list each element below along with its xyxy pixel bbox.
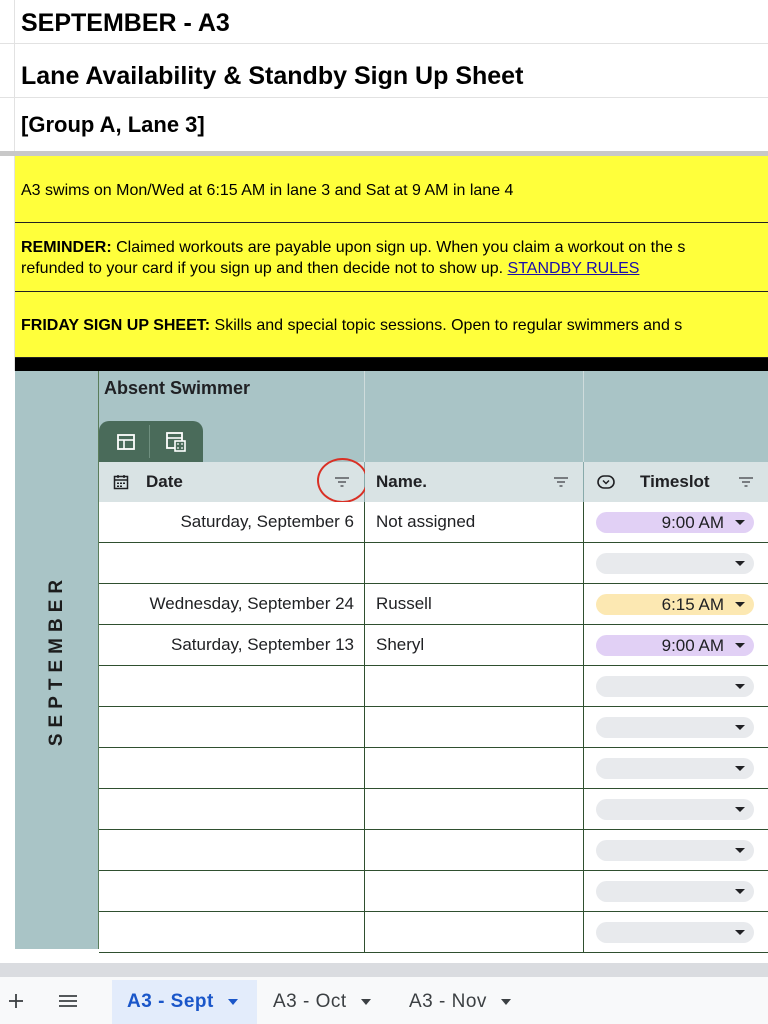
reminder-cell[interactable] xyxy=(15,223,768,292)
dropdown-arrow-icon[interactable] xyxy=(735,725,745,730)
section-divider xyxy=(15,358,768,371)
sheet-tab-label: A3 - Nov xyxy=(409,991,487,1012)
filter-icon[interactable] xyxy=(738,474,754,490)
timeslot-dropdown[interactable] xyxy=(596,676,754,697)
reminder-line-2 xyxy=(21,260,639,278)
chevron-down-icon[interactable] xyxy=(501,999,511,1005)
reminder-text-2: refunded to your card if you sign up and then decide not to show up. xyxy=(21,260,508,277)
sheet-tab-nov[interactable] xyxy=(394,980,529,1024)
sheet-subtitle: Lane Availability & Standby Sign Up Sheet xyxy=(21,62,524,90)
timeslot-cell[interactable] xyxy=(584,912,768,952)
sheet-tab-oct[interactable] xyxy=(258,980,393,1024)
date-cell[interactable] xyxy=(99,666,365,706)
column-header-label: Date xyxy=(146,472,183,491)
name-cell[interactable] xyxy=(365,830,584,870)
table-row[interactable] xyxy=(99,543,768,584)
schedule-text: A3 swims on Mon/Wed at 6:15 AM in lane 3 and Sat at 9 AM in lane 4 xyxy=(21,182,514,199)
schedule-cell[interactable] xyxy=(15,156,768,223)
dropdown-arrow-icon[interactable] xyxy=(735,520,745,525)
reminder-label: REMINDER: xyxy=(21,239,112,256)
column-header-timeslot[interactable] xyxy=(584,462,768,502)
timeslot-cell[interactable] xyxy=(584,830,768,870)
sheet-title: SEPTEMBER - A3 xyxy=(21,9,230,37)
dropdown-arrow-icon[interactable] xyxy=(735,643,745,648)
name-cell[interactable] xyxy=(365,707,584,747)
dropdown-arrow-icon[interactable] xyxy=(735,602,745,607)
friday-text: Skills and special topic sessions. Open to regular swimmers and s xyxy=(210,317,683,334)
timeslot-dropdown[interactable] xyxy=(596,881,754,902)
horizontal-scrollbar[interactable] xyxy=(0,963,768,977)
timeslot-cell[interactable] xyxy=(584,707,768,747)
timeslot-dropdown[interactable] xyxy=(596,594,754,615)
name-cell[interactable] xyxy=(365,543,584,583)
table-row[interactable] xyxy=(99,502,768,543)
plus-glyph xyxy=(8,993,24,1009)
timeslot-dropdown[interactable] xyxy=(596,799,754,820)
date-cell[interactable] xyxy=(99,748,365,788)
chevron-down-icon[interactable] xyxy=(361,999,371,1005)
chevron-down-icon[interactable] xyxy=(228,999,238,1005)
table-row[interactable] xyxy=(99,707,768,748)
column-separator xyxy=(364,371,365,462)
dropdown-arrow-icon[interactable] xyxy=(735,561,745,566)
form-view-icon[interactable] xyxy=(151,421,201,462)
standby-rules-link[interactable]: STANDBY RULES xyxy=(507,260,640,277)
menu-glyph xyxy=(58,994,78,1008)
reminder-text: Claimed workouts are payable upon sign up. When you claim a workout on the s xyxy=(111,239,686,256)
row-gutter xyxy=(0,0,15,43)
dropdown-chip-icon xyxy=(597,475,615,489)
timeslot-dropdown[interactable] xyxy=(596,758,754,779)
date-cell[interactable]: Saturday, September 13 xyxy=(99,625,365,665)
row-gutter xyxy=(0,98,15,151)
dropdown-arrow-icon[interactable] xyxy=(735,766,745,771)
timeslot-cell[interactable] xyxy=(584,789,768,829)
table-row[interactable] xyxy=(99,584,768,625)
table-row[interactable] xyxy=(99,912,768,953)
timeslot-value: 6:15 AM xyxy=(661,594,724,614)
table-row[interactable] xyxy=(99,666,768,707)
date-cell[interactable] xyxy=(99,912,365,952)
timeslot-value: 9:00 AM xyxy=(661,512,724,532)
timeslot-dropdown[interactable] xyxy=(596,553,754,574)
table-view-icon-glyph xyxy=(116,432,136,452)
timeslot-value: 9:00 AM xyxy=(661,635,724,655)
sheet-tab-sept[interactable] xyxy=(112,980,257,1024)
view-divider xyxy=(149,425,150,458)
date-cell[interactable] xyxy=(99,830,365,870)
column-header-label: Name. xyxy=(376,472,428,491)
date-cell[interactable] xyxy=(99,789,365,829)
timeslot-cell[interactable] xyxy=(584,543,768,583)
add-sheet-icon[interactable] xyxy=(6,991,26,1011)
timeslot-cell[interactable] xyxy=(584,666,768,706)
dropdown-arrow-icon[interactable] xyxy=(735,930,745,935)
timeslot-cell[interactable] xyxy=(584,871,768,911)
friday-line xyxy=(21,317,682,335)
date-cell[interactable] xyxy=(99,871,365,911)
dropdown-arrow-icon[interactable] xyxy=(735,889,745,894)
timeslot-dropdown[interactable] xyxy=(596,840,754,861)
date-cell[interactable]: Saturday, September 6 xyxy=(99,502,365,542)
table-row[interactable] xyxy=(99,789,768,830)
reminder-line-1 xyxy=(21,239,685,257)
table-title: Absent Swimmer xyxy=(104,378,251,398)
name-cell[interactable]: Not assigned xyxy=(365,502,584,542)
dropdown-arrow-icon[interactable] xyxy=(735,684,745,689)
filter-icon[interactable] xyxy=(553,474,569,490)
table-row[interactable] xyxy=(99,830,768,871)
timeslot-cell[interactable] xyxy=(584,625,768,665)
table-row[interactable] xyxy=(99,871,768,912)
all-sheets-icon[interactable] xyxy=(57,991,79,1011)
dropdown-arrow-icon[interactable] xyxy=(735,848,745,853)
title-row[interactable] xyxy=(0,0,768,44)
table-row[interactable] xyxy=(99,748,768,789)
group-row[interactable] xyxy=(0,98,768,152)
timeslot-dropdown[interactable] xyxy=(596,922,754,943)
filter-highlight-circle xyxy=(317,458,368,503)
timeslot-cell[interactable] xyxy=(584,748,768,788)
timeslot-dropdown[interactable] xyxy=(596,512,754,533)
row-gutter xyxy=(0,156,15,371)
date-cell[interactable] xyxy=(99,707,365,747)
table-row[interactable] xyxy=(99,625,768,666)
name-cell[interactable] xyxy=(365,789,584,829)
name-cell[interactable] xyxy=(365,748,584,788)
friday-label: FRIDAY SIGN UP SHEET: xyxy=(21,317,211,334)
timeslot-cell[interactable] xyxy=(584,584,768,624)
column-header-label: Timeslot xyxy=(640,472,710,491)
subtitle-row[interactable] xyxy=(0,44,768,98)
month-label: SEPTEMBER xyxy=(46,573,67,747)
timeslot-cell[interactable] xyxy=(584,502,768,542)
table-view-icon[interactable] xyxy=(101,421,151,462)
timeslot-dropdown[interactable] xyxy=(596,635,754,656)
timeslot-dropdown[interactable] xyxy=(596,717,754,738)
calendar-icon xyxy=(113,474,129,490)
name-cell[interactable] xyxy=(365,666,584,706)
name-cell[interactable]: Russell xyxy=(365,584,584,624)
date-cell[interactable] xyxy=(99,543,365,583)
dropdown-arrow-icon[interactable] xyxy=(735,807,745,812)
friday-cell[interactable] xyxy=(15,292,768,358)
sheet-tab-label: A3 - Sept xyxy=(127,991,214,1012)
group-label: [Group A, Lane 3] xyxy=(21,112,205,137)
column-separator xyxy=(583,371,584,462)
name-cell[interactable] xyxy=(365,912,584,952)
row-gutter xyxy=(0,44,15,97)
sheet-tab-label: A3 - Oct xyxy=(273,991,347,1012)
name-cell[interactable] xyxy=(365,871,584,911)
name-cell[interactable]: Sheryl xyxy=(365,625,584,665)
date-cell[interactable]: Wednesday, September 24 xyxy=(99,584,365,624)
form-view-icon-glyph xyxy=(165,431,187,453)
column-header-name[interactable] xyxy=(365,462,584,502)
